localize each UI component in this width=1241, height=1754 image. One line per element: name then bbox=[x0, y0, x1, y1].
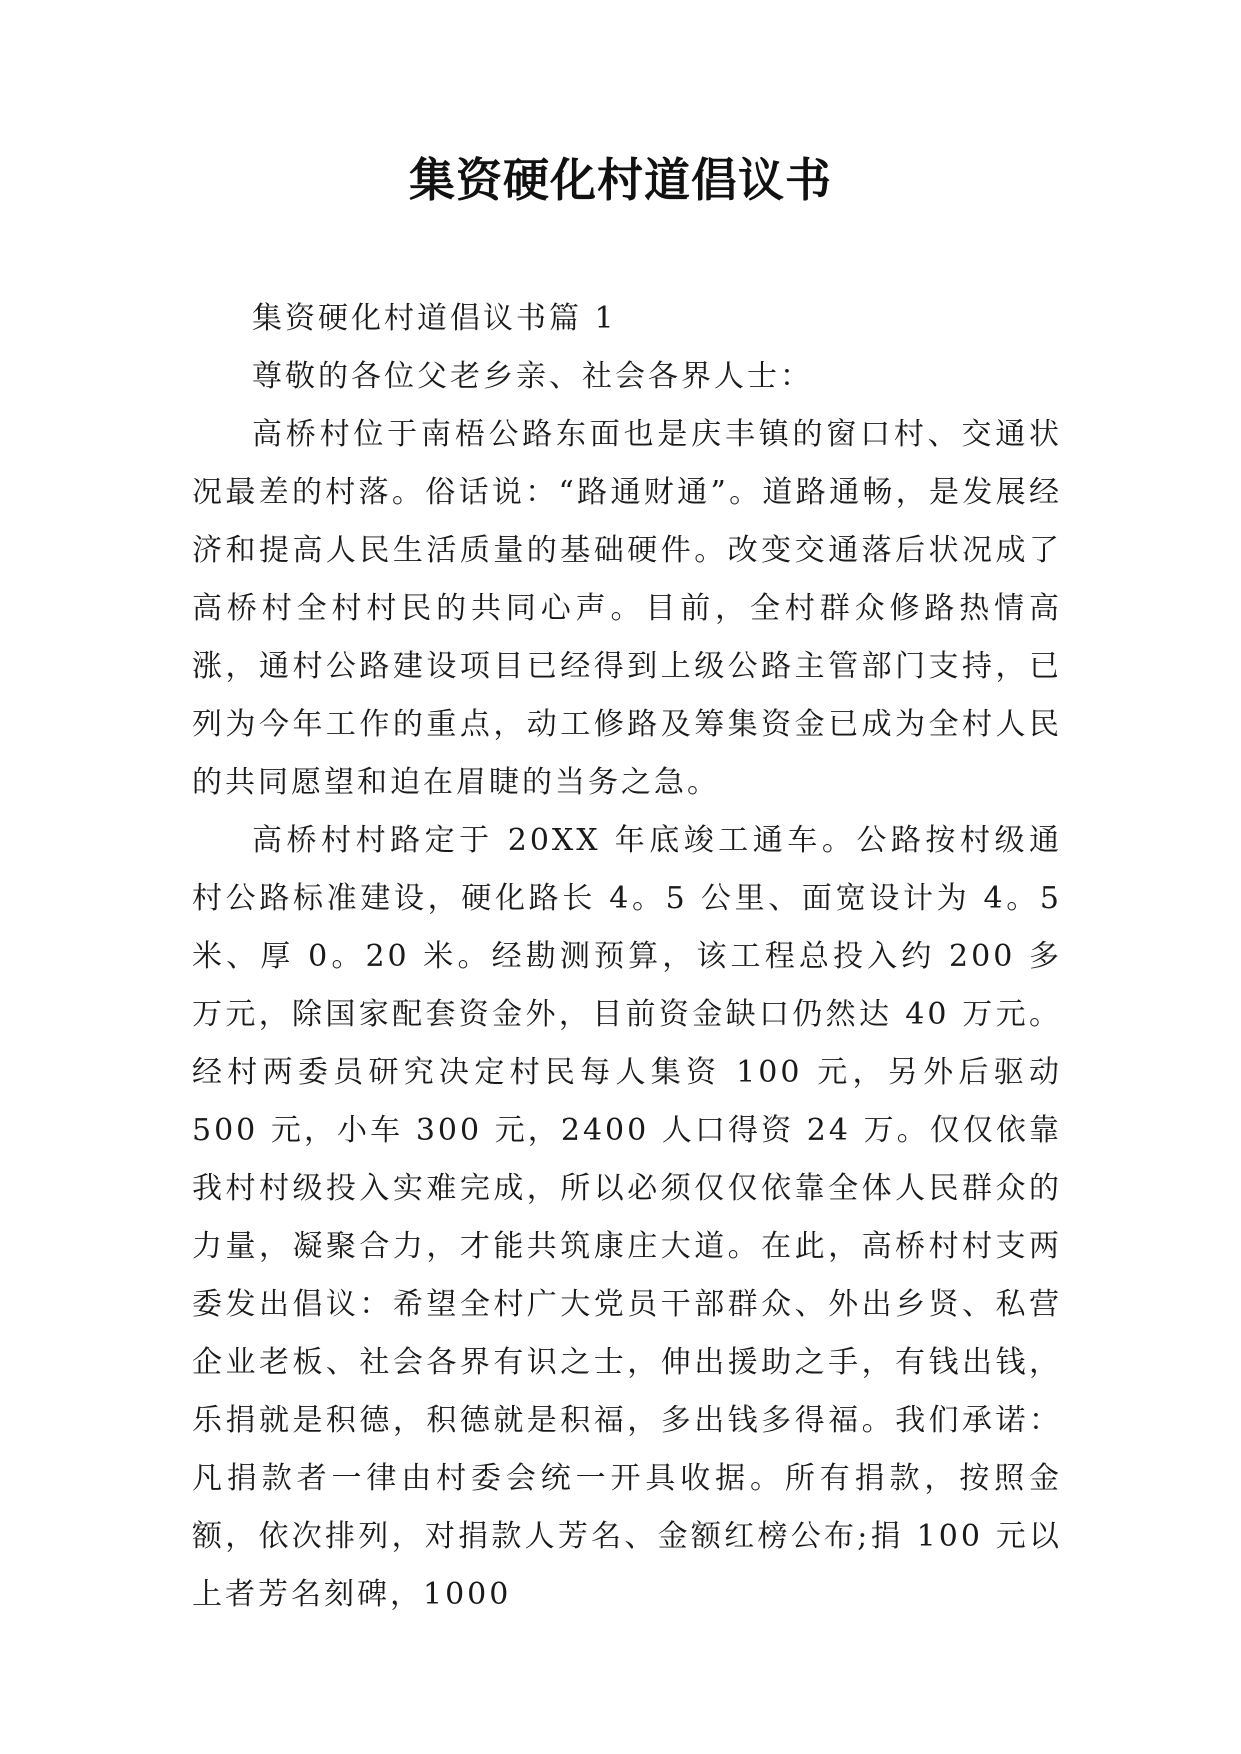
document-title: 集资硬化村道倡议书 bbox=[409, 153, 832, 207]
body-paragraph: 高桥村村路定于 20XX 年底竣工通车。公路按村级通村公路标准建设，硬化路长 4。5 公里、面宽设计为 4。5 米、厚 0。20 米。经勘测预算，该工程总投入约 200 多万元，除国家配套资金外，目前资金缺口仍然达 40 万元。经村两委员研究决定村民每人集资 100 元，另外后驱动 500 元，小车 300 元，2400 人口得资 24 万。仅仅依靠我村村级投入实难完成，所以必须仅仅依靠全体人民群众的力量，凝聚合力，才能共筑康庄大道。在此，高桥村村支两委发出倡议：希望全村广大党员干部群众、外出乡贤、私营企业老板、社会各界有识之士，伸出援助之手，有钱出钱，乐捐就是积德，积德就是积福，多出钱多得福。我们承诺：凡捐款者一律由村委会统一开具收据。所有捐款，按照金额，依次排列，对捐款人芳名、金额红榜公布;捐 100 元以上者芳名刻碑，1000 bbox=[192, 823, 1062, 1612]
salutation: 尊敬的各位父老乡亲、社会各界人士： bbox=[252, 359, 813, 394]
section-heading: 集资硬化村道倡议书篇 1 bbox=[252, 301, 617, 336]
body-paragraph: 高桥村位于南梧公路东面也是庆丰镇的窗口村、交通状况最差的村落。俗话说：“路通财通”。道路通畅，是发展经济和提高人民生活质量的基础硬件。改变交通落后状况成了高桥村全村村民的共同心声。目前，全村群众修路热情高涨，通村公路建设项目已经得到上级公路主管部门支持，已列为今年工作的重点，动工修路及筹集资金已成为全村人民的共同愿望和迫在眉睫的当务之急。 bbox=[192, 417, 1062, 800]
document-body bbox=[192, 290, 1062, 1624]
